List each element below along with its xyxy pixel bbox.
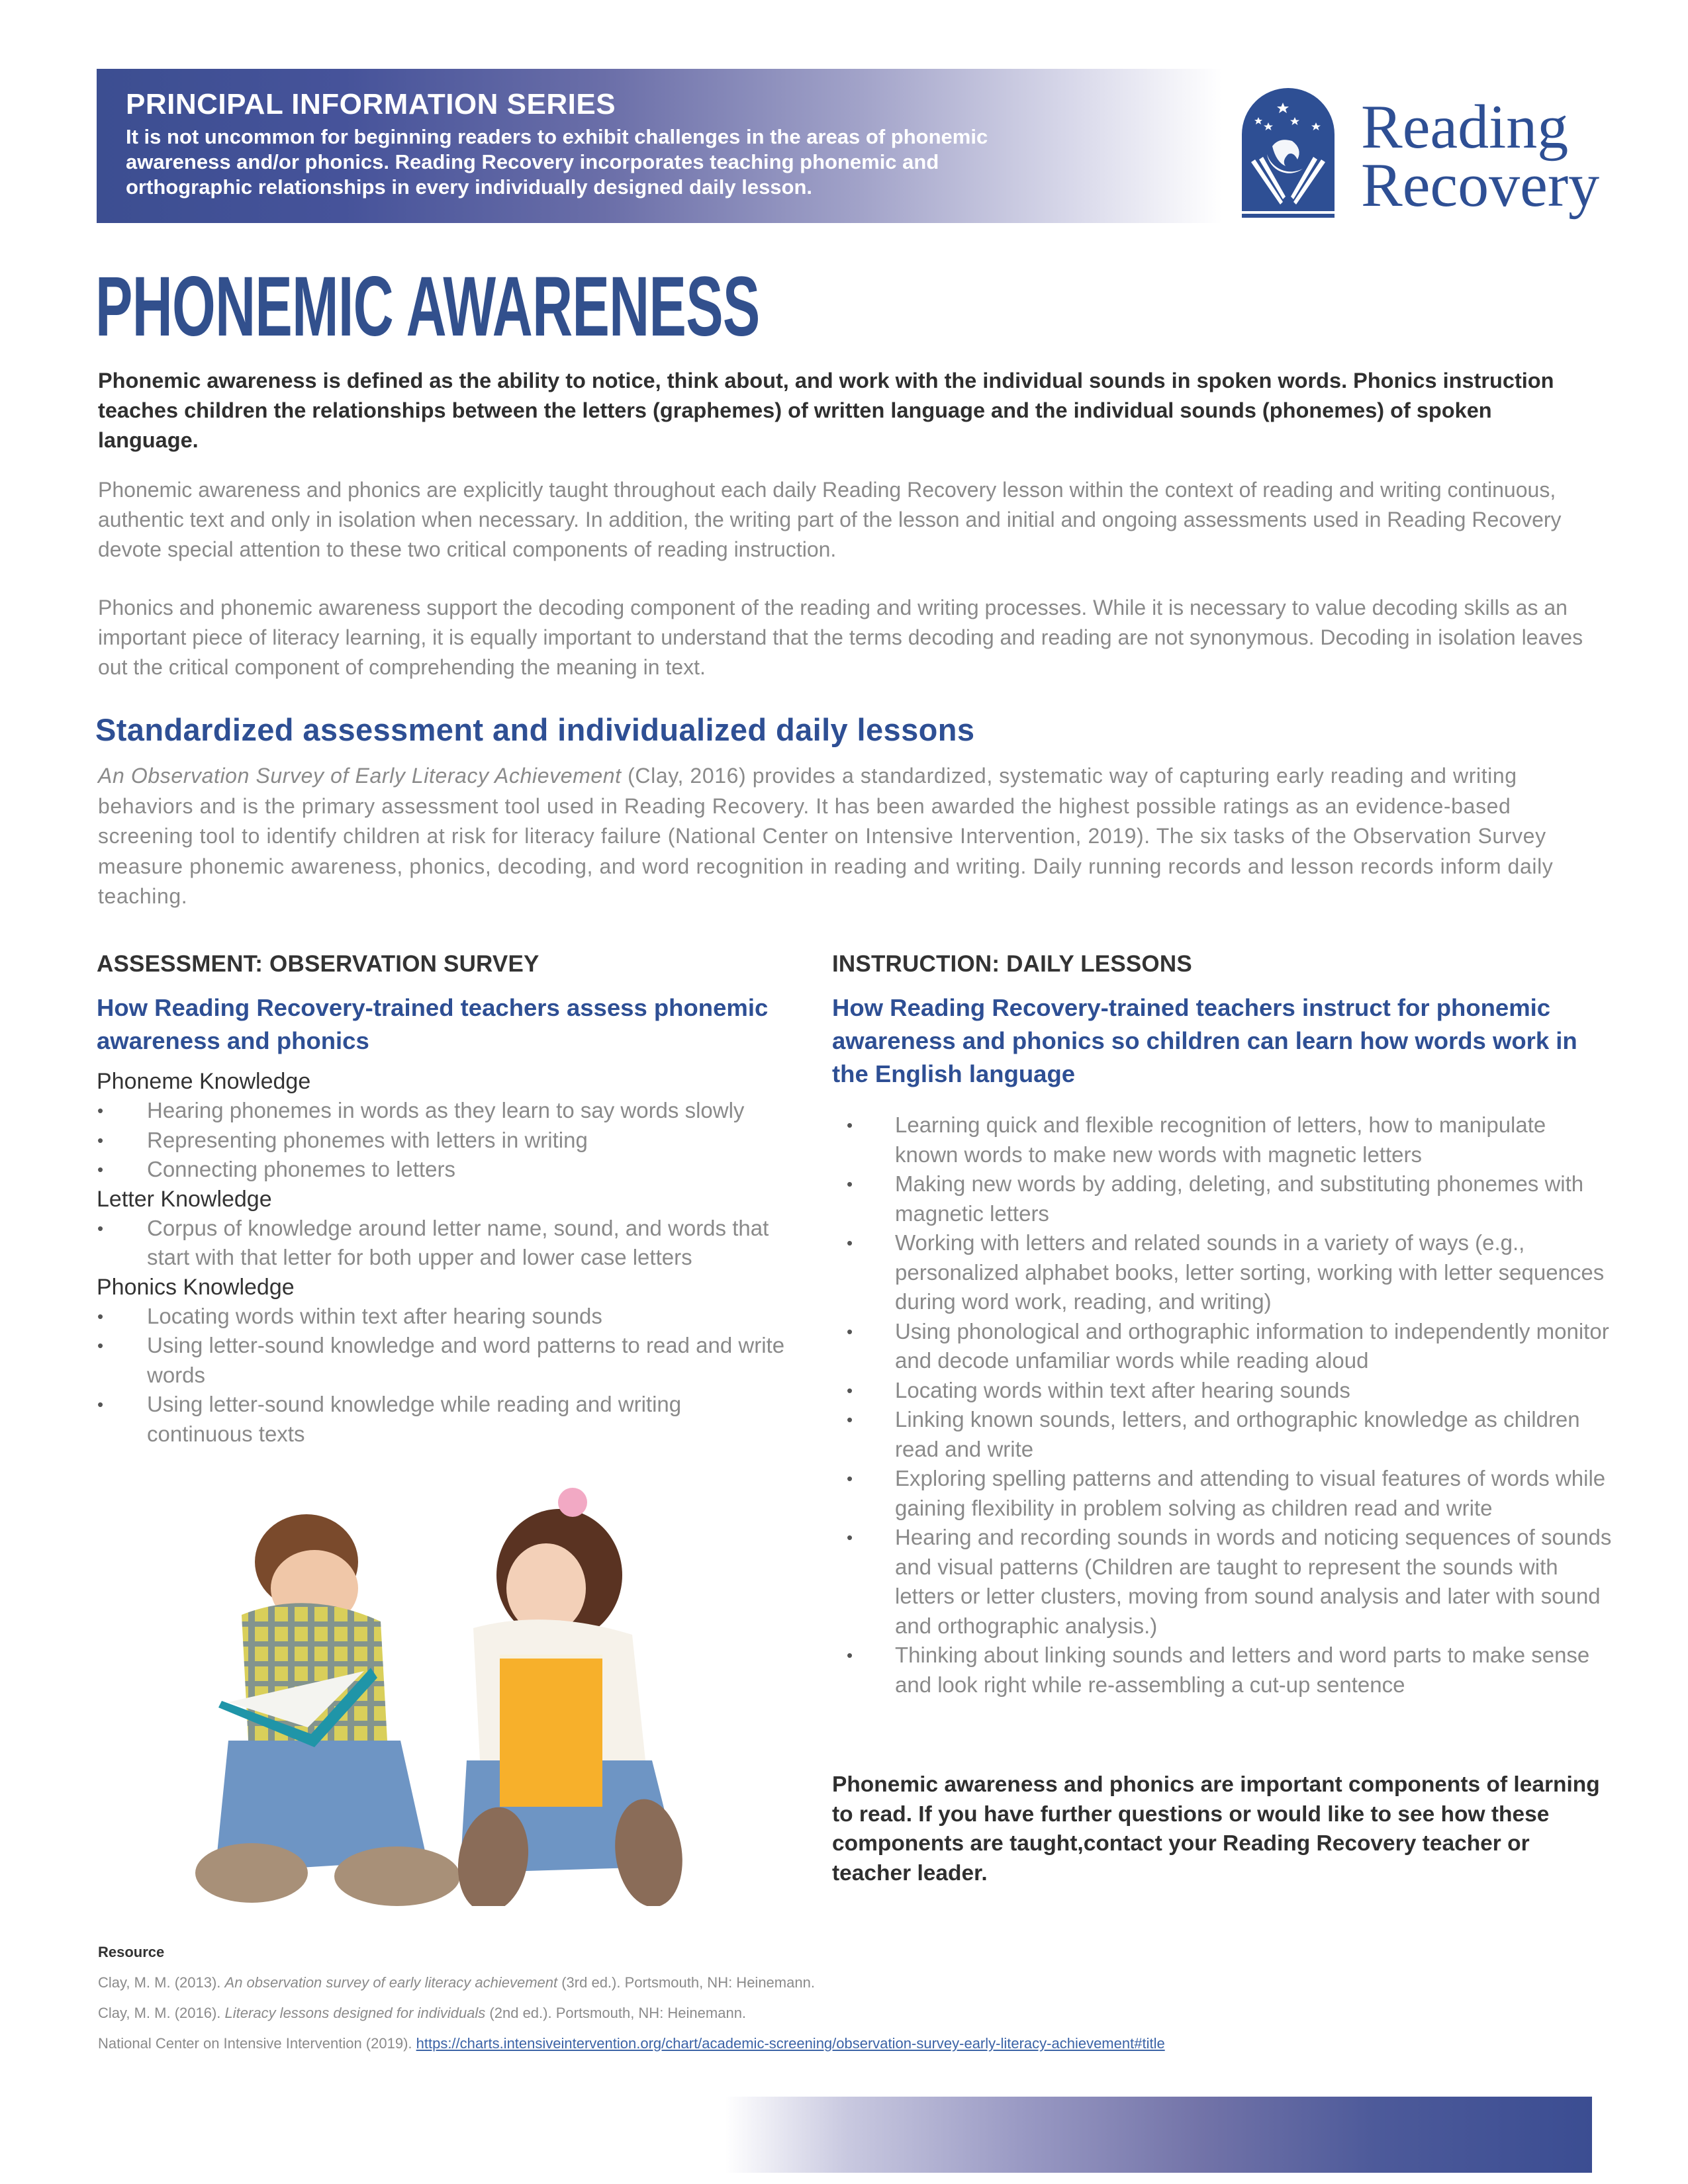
reading-recovery-logo	[1242, 86, 1599, 225]
instruction-label: INSTRUCTION: DAILY LESSONS	[832, 951, 1192, 977]
list-item: • Hearing and recording sounds in words and noticing sequences of sounds and visual patterns (Children are taught to represent the sounds with letters or letter clusters, moving from sound analysis and later with sound and orthographic analysis.)	[832, 1523, 1613, 1641]
assessment-column	[97, 948, 792, 1449]
series-banner	[97, 69, 1222, 223]
section-heading: Standardized assessment and individualized daily lessons	[95, 712, 975, 747]
resources-section	[98, 1942, 1289, 2054]
series-title: PRINCIPAL INFORMATION SERIES	[126, 88, 616, 120]
citation-author: Clay, M. M. (2016).	[98, 2005, 225, 2021]
assessment-label: ASSESSMENT: OBSERVATION SURVEY	[97, 951, 539, 977]
list-item: • Representing phonemes with letters in writing	[97, 1126, 792, 1156]
intensive-intervention-link[interactable]: https://charts.intensiveintervention.org/chart/academic-screening/observation-survey-early-literacy-achievement#title	[416, 2035, 1165, 2052]
list-item: • Using phonological and orthographic information to independently monitor and decode unfamiliar words while reading aloud	[832, 1317, 1613, 1376]
section-body	[98, 761, 1587, 912]
list-item: • Using letter-sound knowledge and word patterns to read and write words	[97, 1331, 792, 1390]
list-item: • Making new words by adding, deleting, and substituting phonemes with magnetic letters	[832, 1169, 1613, 1228]
logo-line-1: Reading	[1361, 93, 1569, 161]
citation-title: An observation survey of early literacy achievement	[224, 1974, 558, 1991]
resource-citation-3	[98, 2034, 1289, 2054]
survey-title: An Observation Survey of Early Literacy Achievement	[98, 764, 622, 788]
page-title: PHONEMIC AWARENESS	[95, 259, 760, 354]
resource-citation-1	[98, 1973, 1289, 1993]
list-item: • Working with letters and related sounds in a variety of ways (e.g., personalized alphabet books, letter sorting, working with letter sequences during word work, reading, and writing)	[832, 1228, 1613, 1317]
body-paragraph-1: Phonemic awareness and phonics are explicitly taught throughout each daily Reading Recovery lesson within the context of reading and writing continuous, authentic text and only in isolation when necessary. In addition, the writing part of the lesson and initial and ongoing assessments used in Reading Recovery devote special attention to these two critical components of reading instruction.	[98, 478, 1562, 561]
citation-publisher: (3rd ed.). Portsmouth, NH: Heinemann.	[557, 1974, 815, 1991]
reading-recovery-emblem-icon	[1242, 88, 1335, 218]
body-paragraph-2: Phonics and phonemic awareness support the decoding component of the reading and writing processes. While it is necessary to value decoding skills as an important piece of literacy learning, it is equally important to understand that the terms decoding and reading are not synonymous. Decoding in isolation leaves out the critical component of comprehending the meaning in text.	[98, 596, 1583, 679]
phoneme-knowledge-list	[97, 1096, 792, 1185]
citation-author: National Center on Intensive Intervention (2019).	[98, 2035, 416, 2052]
list-item: • Linking known sounds, letters, and orthographic knowledge as children read and write	[832, 1405, 1613, 1464]
logo-wordmark	[1361, 93, 1600, 220]
citation-title: Literacy lessons designed for individuals	[224, 2005, 486, 2021]
list-item: • Learning quick and flexible recognition of letters, how to manipulate known words to make new words with magnetic letters	[832, 1111, 1613, 1169]
section-body-text: (Clay, 2016) provides a standardized, systematic way of capturing early reading and writing behaviors and is the primary assessment tool used in Reading Recovery. It has been awarded the highest possible ratings as an evidence-based screening tool to identify children at risk for literacy failure (National Center on Intensive Intervention, 2019). The six tasks of the Observation Survey measure phonemic awareness, phonics, decoding, and word recognition in reading and writing. Daily running records and lesson records inform daily teaching.	[98, 764, 1554, 908]
list-item: • Locating words within text after hearing sounds	[97, 1302, 792, 1332]
list-item: • Connecting phonemes to letters	[97, 1155, 792, 1185]
group-title-letter-knowledge: Letter Knowledge	[97, 1186, 272, 1212]
instruction-list	[832, 1111, 1613, 1700]
list-item: • Exploring spelling patterns and attending to visual features of words while gaining flexibility in problem solving as children read and write	[832, 1464, 1613, 1523]
instruction-subheading: How Reading Recovery-trained teachers instruct for phonemic awareness and phonics so children can learn how words work in the English language	[832, 994, 1577, 1087]
closing-statement: Phonemic awareness and phonics are important components of learning to read. If you have further questions or would like to see how these components are taught,contact your Reading Recovery teacher or teacher leader.	[832, 1772, 1600, 1886]
logo-line-2: Recovery	[1361, 151, 1600, 220]
citation-author: Clay, M. M. (2013).	[98, 1974, 225, 1991]
children-reading-photo	[189, 1463, 705, 1906]
list-item: • Hearing phonemes in words as they learn to say words slowly	[97, 1096, 792, 1126]
list-item: • Locating words within text after hearing sounds	[832, 1376, 1613, 1406]
letter-knowledge-list	[97, 1214, 792, 1273]
footer-gradient-bar	[725, 2097, 1592, 2173]
resource-citation-2	[98, 2003, 1289, 2023]
girl-figure	[450, 1488, 689, 1906]
list-item: • Corpus of knowledge around letter name, sound, and words that start with that letter for both upper and lower case letters	[97, 1214, 792, 1273]
instruction-column	[832, 948, 1613, 1700]
phonics-knowledge-list	[97, 1302, 792, 1449]
group-title-phonics-knowledge: Phonics Knowledge	[97, 1274, 295, 1300]
group-title-phoneme-knowledge: Phoneme Knowledge	[97, 1069, 311, 1094]
list-item: • Thinking about linking sounds and letters and word parts to make sense and look right while re-assembling a cut-up sentence	[832, 1641, 1613, 1700]
intro-definition: Phonemic awareness is defined as the ability to notice, think about, and work with the individual sounds in spoken words. Phonics instruction teaches children the relationships between the letters (graphemes) of written language and the individual sounds (phonemes) of spoken language.	[98, 369, 1554, 452]
resources-title: Resource	[98, 1944, 165, 1960]
boy-figure	[195, 1514, 460, 1906]
citation-publisher: (2nd ed.). Portsmouth, NH: Heinemann.	[485, 2005, 747, 2021]
assessment-subheading: How Reading Recovery-trained teachers assess phonemic awareness and phonics	[97, 994, 769, 1054]
list-item: • Using letter-sound knowledge while reading and writing continuous texts	[97, 1390, 792, 1449]
series-description: It is not uncommon for beginning readers to exhibit challenges in the areas of phonemic awareness and/or phonics. Reading Recovery incorporates teaching phonemic and orthographic relationships in every individually designed daily lesson.	[126, 125, 988, 199]
